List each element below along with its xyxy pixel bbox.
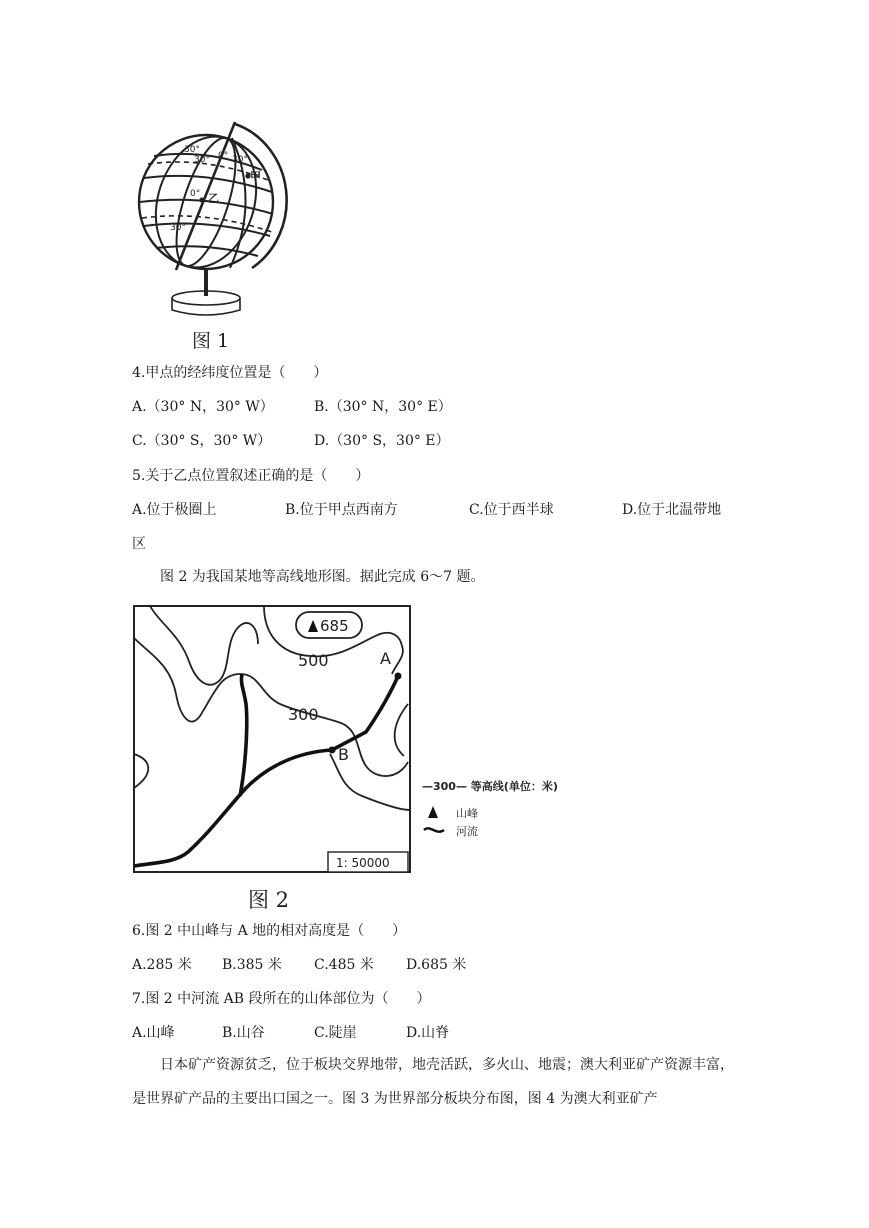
q5-stem: 5.关于乙点位置叙述正确的是（ ） bbox=[132, 468, 370, 484]
globe-label-yi: 乙 bbox=[208, 192, 219, 205]
q7-option-d: D.山脊 bbox=[406, 1025, 450, 1041]
figure1-caption: 图 1 bbox=[192, 330, 230, 352]
q6-option-d: D.685 米 bbox=[406, 957, 467, 973]
globe-label-equator: 0° bbox=[190, 189, 201, 199]
q5-option-b: B.位于甲点西南方 bbox=[285, 502, 398, 518]
figure2-scale: 1: 50000 bbox=[336, 856, 390, 870]
q5-option-a: A.位于极圈上 bbox=[132, 502, 217, 518]
legend-river-label: 河流 bbox=[456, 825, 478, 838]
q5-option-d-wrap: 区 bbox=[132, 536, 146, 552]
legend-peak-icon bbox=[428, 806, 438, 818]
q7-option-a: A.山峰 bbox=[132, 1025, 175, 1041]
q7-option-b: B.山谷 bbox=[222, 1025, 265, 1041]
globe-label-30n-inner: 30° bbox=[194, 155, 210, 165]
globe-label-0-top: 0° bbox=[218, 151, 229, 161]
legend-contour-label: —300— 等高线(单位：米) bbox=[422, 780, 558, 793]
q4-option-b: B.（30° N，30° E） bbox=[314, 399, 452, 415]
figure2-contour-500: 500 bbox=[298, 651, 329, 670]
figure2-point-a: A bbox=[380, 649, 391, 668]
q4-options-row1 bbox=[132, 398, 452, 416]
globe-label-30n-left: 30° bbox=[184, 145, 200, 155]
figure2-point-b: B bbox=[338, 745, 349, 764]
globe-label-30s: 30° bbox=[170, 223, 186, 233]
q5-option-c: C.位于西半球 bbox=[469, 502, 554, 518]
globe-label-jia: 甲 bbox=[250, 170, 261, 183]
figure2-intro: 图 2 为我国某地等高线地形图。据此完成 6～7 题。 bbox=[160, 569, 485, 585]
q5-options bbox=[132, 501, 721, 519]
figure1-globe-diagram bbox=[132, 118, 292, 318]
q6-option-c: C.485 米 bbox=[314, 957, 374, 973]
figure2-caption: 图 2 bbox=[248, 888, 290, 912]
q4-options-row2 bbox=[132, 432, 450, 450]
q6-option-b: B.385 米 bbox=[222, 957, 282, 973]
figure2-legend bbox=[422, 779, 558, 838]
figure3-4-intro: 日本矿产资源贫乏，位于板块交界地带，地壳活跃，多火山、地震；澳大利亚矿产资源丰富，是世界矿产品的主要出口国之一。图 3 为世界部分板块分布图，图 4 为澳大利亚矿产 bbox=[132, 1057, 734, 1107]
globe-label-30-top: 30° bbox=[232, 155, 248, 165]
q4-stem: 4.甲点的经纬度位置是（ ） bbox=[132, 365, 328, 381]
q6-option-a: A.285 米 bbox=[132, 957, 192, 973]
figure2-contour-map bbox=[130, 604, 590, 876]
q6-stem: 6.图 2 中山峰与 A 地的相对高度是（ ） bbox=[132, 923, 407, 939]
q7-stem: 7.图 2 中河流 AB 段所在的山体部位为（ ） bbox=[132, 991, 431, 1007]
figure2-contour-300: 300 bbox=[288, 705, 319, 724]
legend-river-icon bbox=[424, 828, 444, 831]
figure2-peak-elevation: 685 bbox=[320, 617, 349, 635]
q4-option-a: A.（30° N，30° W） bbox=[132, 399, 274, 415]
legend-peak-label: 山峰 bbox=[456, 807, 478, 820]
q4-option-d: D.（30° S，30° E） bbox=[314, 433, 450, 449]
q5-option-d: D.位于北温带地 bbox=[622, 502, 722, 518]
q7-options bbox=[132, 1024, 449, 1042]
q7-option-c: C.陡崖 bbox=[314, 1025, 357, 1041]
q6-options bbox=[132, 956, 466, 974]
q4-option-c: C.（30° S，30° W） bbox=[132, 433, 272, 449]
